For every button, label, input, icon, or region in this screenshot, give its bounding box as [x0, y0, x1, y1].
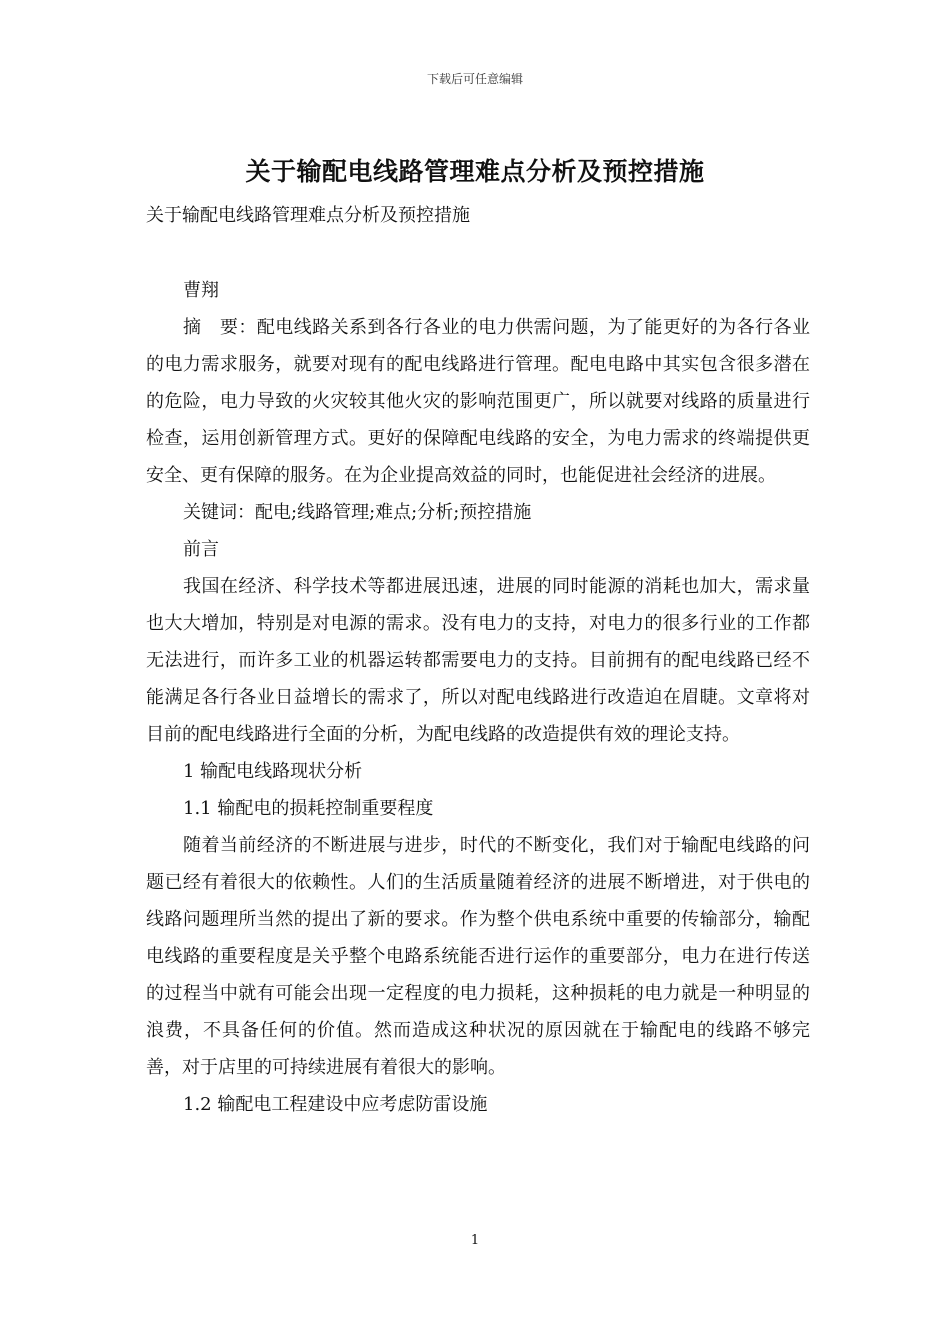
section-heading-1-1: 1.1 输配电的损耗控制重要程度	[183, 798, 434, 819]
document-body	[146, 272, 810, 1123]
document-subtitle: 关于输配电线路管理难点分析及预控措施	[146, 205, 470, 226]
section-1-1-paragraph: 随着当前经济的不断进展与进步，时代的不断变化，我们对于输配电线路的问题已经有着很大的依赖性。人们的生活质量随着经济的进展不断增进，对于供电的线路问题理所当然的提出了新的要求。作为整个供电系统中重要的传输部分，输配电线路的重要程度是关乎整个电路系统能否进行运作的重要部分，电力在进行传送的过程当中就有可能会出现一定程度的电力损耗，这种损耗的电力就是一种明显的浪费，不具备任何的价值。然而造成这种状况的原因就在于输配电的线路不够完善，对于店里的可持续进展有着很大的影响。	[146, 835, 810, 1078]
page-number: 1	[470, 1233, 480, 1248]
keywords-paragraph: 关键词：配电;线路管理;难点;分析;预控措施	[183, 502, 532, 523]
author-name: 曹翔	[183, 280, 219, 301]
page-header: 下载后可任意编辑	[426, 72, 523, 86]
preface-paragraph: 我国在经济、科学技术等都进展迅速，进展的同时能源的消耗也加大，需求量也大大增加，特别是对电源的需求。没有电力的支持，对电力的很多行业的工作都无法进行，而许多工业的机器运转都需要电力的支持。目前拥有的配电线路已经不能满足各行各业日益增长的需求了，所以对配电线路进行改造迫在眉睫。文章将对目前的配电线路进行全面的分析，为配电线路的改造提供有效的理论支持。	[146, 576, 810, 745]
document-title: 关于输配电线路管理难点分析及预控措施	[245, 157, 705, 186]
section-heading-preface: 前言	[183, 539, 219, 560]
section-heading-1-2: 1.2 输配电工程建设中应考虑防雷设施	[183, 1094, 488, 1115]
section-heading-1: 1 输配电线路现状分析	[183, 761, 363, 782]
abstract-paragraph: 摘 要：配电线路关系到各行各业的电力供需问题，为了能更好的为各行各业的电力需求服务，就要对现有的配电线路进行管理。配电电路中其实包含很多潜在的危险，电力导致的火灾较其他火灾的影响范围更广，所以就要对线路的质量进行检查，运用创新管理方式。更好的保障配电线路的安全，为电力需求的终端提供更安全、更有保障的服务。在为企业提高效益的同时，也能促进社会经济的进展。	[146, 317, 810, 486]
